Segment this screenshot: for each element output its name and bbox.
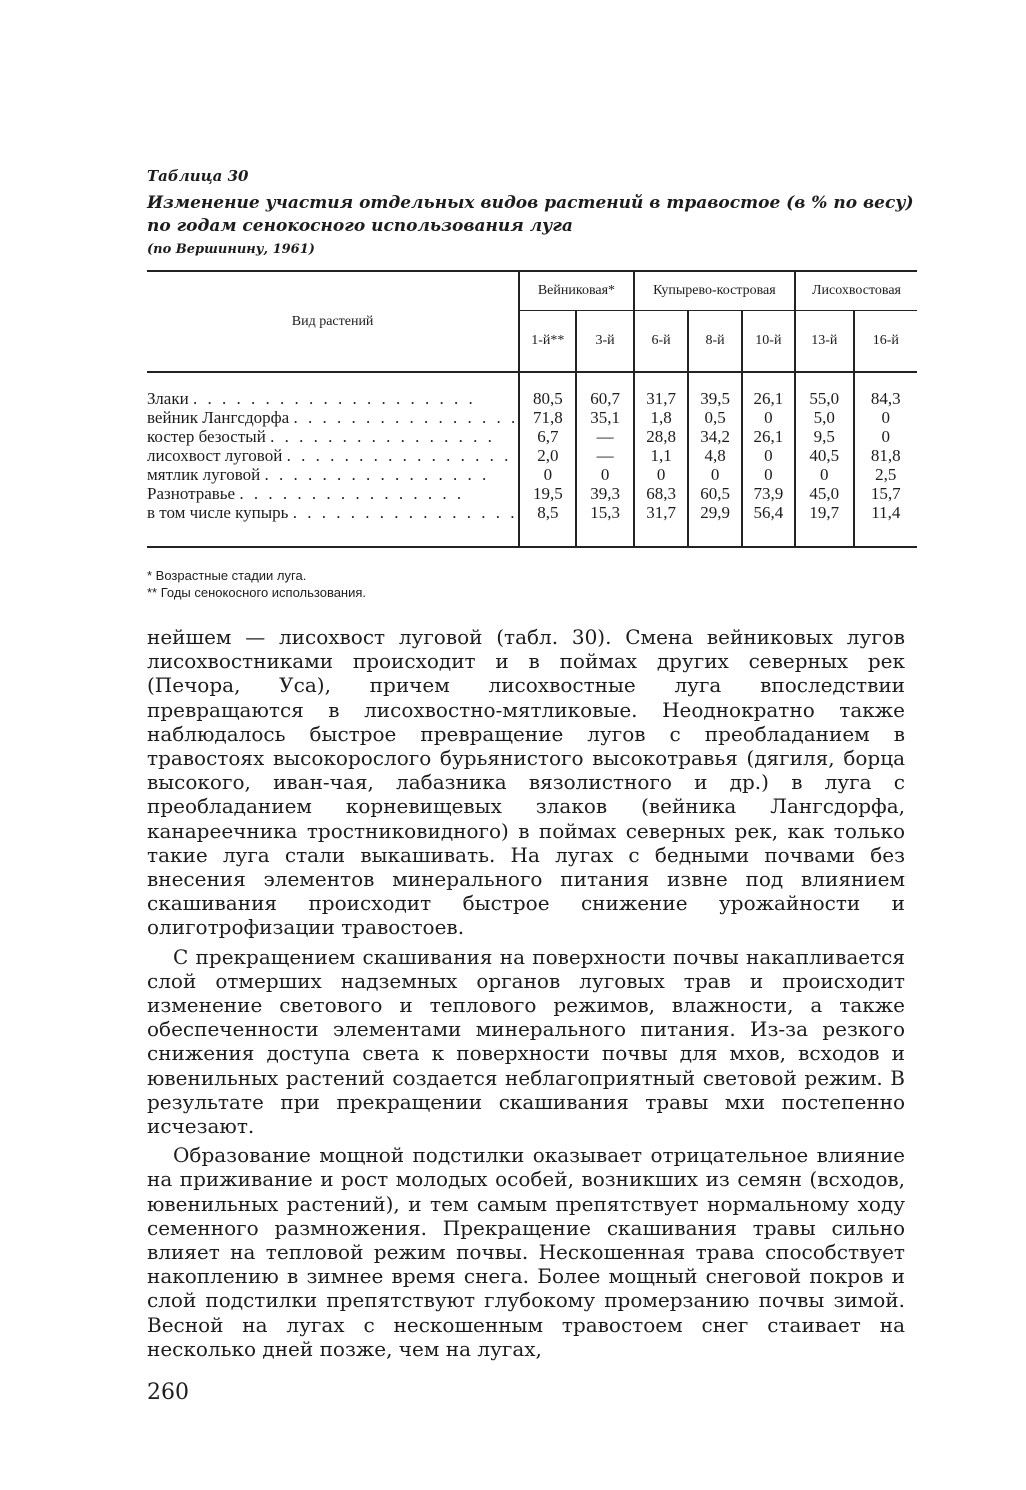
table-cell: 71,8 (519, 408, 576, 427)
table-cell: 68,3 (634, 484, 689, 503)
group-header-veinik: Вейниковая* (519, 271, 634, 311)
table-cell: 81,8 (854, 446, 917, 465)
table-cell: — (576, 427, 633, 446)
table-cell: 0 (854, 427, 917, 446)
table-cell: 8,5 (519, 503, 576, 522)
table-cell: 6,7 (519, 427, 576, 446)
paragraph: С прекращением скашивания на поверхности почвы накапливается слой отмерших надземных органов луговых трав и происходит изменение светового и теплового режимов, влажности, а также обеспеченности элементами минерального питания. Из-за резкого снижения доступа света к поверхности почвы для мхов, всходов и ювенильных растений создается неблагоприятный световой режим. В результате при прекращении скашивания травы мхи постепенно исчезают. (147, 944, 905, 1139)
table-cell: 0 (742, 408, 795, 427)
table-label: Таблица 30 (147, 167, 249, 185)
table-cell: 0 (795, 465, 854, 484)
table-row: лисохвост луговой . . . . . . . . . . . . . . . . 2,0 — 1,1 4,8 0 40,5 81,8 (147, 446, 917, 465)
table-cell: 60,7 (576, 389, 633, 408)
year-header: 10-й (742, 311, 795, 373)
table-cell: 0 (576, 465, 633, 484)
table-cell: 35,1 (576, 408, 633, 427)
table-cell: 1,1 (634, 446, 689, 465)
table-source: (по Вершинину, 1961) (147, 242, 315, 257)
table-cell: 55,0 (795, 389, 854, 408)
table-cell: 31,7 (634, 389, 689, 408)
paragraph: нейшем — лисохвост луговой (табл. 30). Смена вейниковых лугов лисохвостниками происходит и в поймах других северных рек (Печора, Уса), причем лисохвостные луга впоследствии превращаются в лисохвостно-мятликовые. Неоднократно также наблюдалось быстрое превращение лугов с преобладанием в травостоях высокорослого бурьянистого высокотравья (дягиля, борца высокого, иван-чая, лабазника вязолистного и др.) в луга с преобладанием корневищевых злаков (вейника Лангсдорфа, канареечника тростниковидного) в поймах северных рек, как только такие луга стали выкашивать. На лугах с бедными почвами без внесения элементов минерального питания извне под влиянием скашивания происходит быстрое снижение урожайности и олиготрофизации травостоев. (147, 625, 905, 940)
table-cell: 0 (742, 465, 795, 484)
table-cell: 0 (854, 408, 917, 427)
table-cell: 26,1 (742, 389, 795, 408)
table-cell: 34,2 (688, 427, 741, 446)
table-footnotes (147, 567, 366, 601)
row-label: лисохвост луговой (147, 446, 283, 465)
table-cell: 0,5 (688, 408, 741, 427)
table-cell: 0 (742, 446, 795, 465)
year-header: 13-й (795, 311, 854, 373)
table-cell: 2,5 (854, 465, 917, 484)
table-cell: 19,7 (795, 503, 854, 522)
table-cell: 5,0 (795, 408, 854, 427)
row-label: вейник Лангсдорфа (147, 408, 290, 427)
table-row: костер безостый . . . . . . . . . . . . . . . . 6,7 — 28,8 34,2 26,1 9,5 0 (147, 427, 917, 446)
table-cell: 0 (688, 465, 741, 484)
table-row: в том числе купырь . . . . . . . . . . . . . . . . 8,5 15,3 31,7 29,9 56,4 19,7 11,4 (147, 503, 917, 522)
table-cell: 9,5 (795, 427, 854, 446)
table-row: вейник Лангсдорфа . . . . . . . . . . . . . . . . 71,8 35,1 1,8 0,5 0 5,0 0 (147, 408, 917, 427)
year-header: 16-й (854, 311, 917, 373)
page-number: 260 (147, 1380, 189, 1405)
table-cell: 0 (519, 465, 576, 484)
row-label: в том числе купырь (147, 503, 289, 522)
table-cell: 15,7 (854, 484, 917, 503)
data-table (147, 270, 917, 550)
table-caption (147, 165, 927, 261)
table-cell: 19,5 (519, 484, 576, 503)
table-cell: 26,1 (742, 427, 795, 446)
group-header-lisokhvost: Лисохвостовая (795, 271, 917, 311)
table-cell: 45,0 (795, 484, 854, 503)
table-cell: 31,7 (634, 503, 689, 522)
footnote: * Возрастные стадии луга. (147, 568, 307, 583)
group-header-kupyr: Купырево-костровая (634, 271, 795, 311)
paragraph: Образование мощной подстилки оказывает отрицательное влияние на приживание и рост молодых особей, возникших из семян (всходов, ювенильных растений), и тем самым препятствует нормальному ходу семенного размножения. Прекращение скашивания травы сильно влияет на тепловой режим почвы. Нескошенная трава способствует накоплению в зимнее время снега. Более мощный снеговой покров и слой подстилки препятствуют глубокому промерзанию почвы зимой. Весной на лугах с нескошенным травостоем снег стаивает на несколько дней позже, чем на лугах, (147, 1143, 905, 1361)
table-cell: 39,3 (576, 484, 633, 503)
table-cell: 0 (634, 465, 689, 484)
table-cell: 39,5 (688, 389, 741, 408)
table-row: Злаки . . . . . . . . . . . . . . . . . . . . 80,5 60,7 31,7 39,5 26,1 55,0 84,3 (147, 389, 917, 408)
table-cell: 29,9 (688, 503, 741, 522)
table-cell: 60,5 (688, 484, 741, 503)
table-cell: — (576, 446, 633, 465)
table-cell: 4,8 (688, 446, 741, 465)
table-cell: 15,3 (576, 503, 633, 522)
table-cell: 40,5 (795, 446, 854, 465)
table-cell: 11,4 (854, 503, 917, 522)
year-header: 8-й (688, 311, 741, 373)
table-cell: 28,8 (634, 427, 689, 446)
footnote: ** Годы сенокосного использования. (147, 585, 367, 600)
table-cell: 2,0 (519, 446, 576, 465)
table-cell: 1,8 (634, 408, 689, 427)
row-label: мятлик луговой (147, 465, 261, 484)
row-label: Злаки (147, 389, 189, 408)
year-header: 3-й (576, 311, 633, 373)
year-header: 6-й (634, 311, 689, 373)
row-label: костер безостый (147, 427, 266, 446)
year-header: 1-й** (519, 311, 576, 373)
row-header: Вид растений (291, 313, 374, 329)
table-cell: 73,9 (742, 484, 795, 503)
table-cell: 80,5 (519, 389, 576, 408)
body-text (147, 625, 905, 1366)
row-label: Разнотравье (147, 484, 236, 503)
table-cell: 56,4 (742, 503, 795, 522)
table-title: Изменение участия отдельных видов растений в травостое (в % по весу) по годам сенокосного использования луга (147, 193, 914, 236)
table-row: мятлик луговой . . . . . . . . . . . . . . . . 0 0 0 0 0 0 2,5 (147, 465, 917, 484)
table-row: Разнотравье . . . . . . . . . . . . . . . . 19,5 39,3 68,3 60,5 73,9 45,0 15,7 (147, 484, 917, 503)
table-cell: 84,3 (854, 389, 917, 408)
